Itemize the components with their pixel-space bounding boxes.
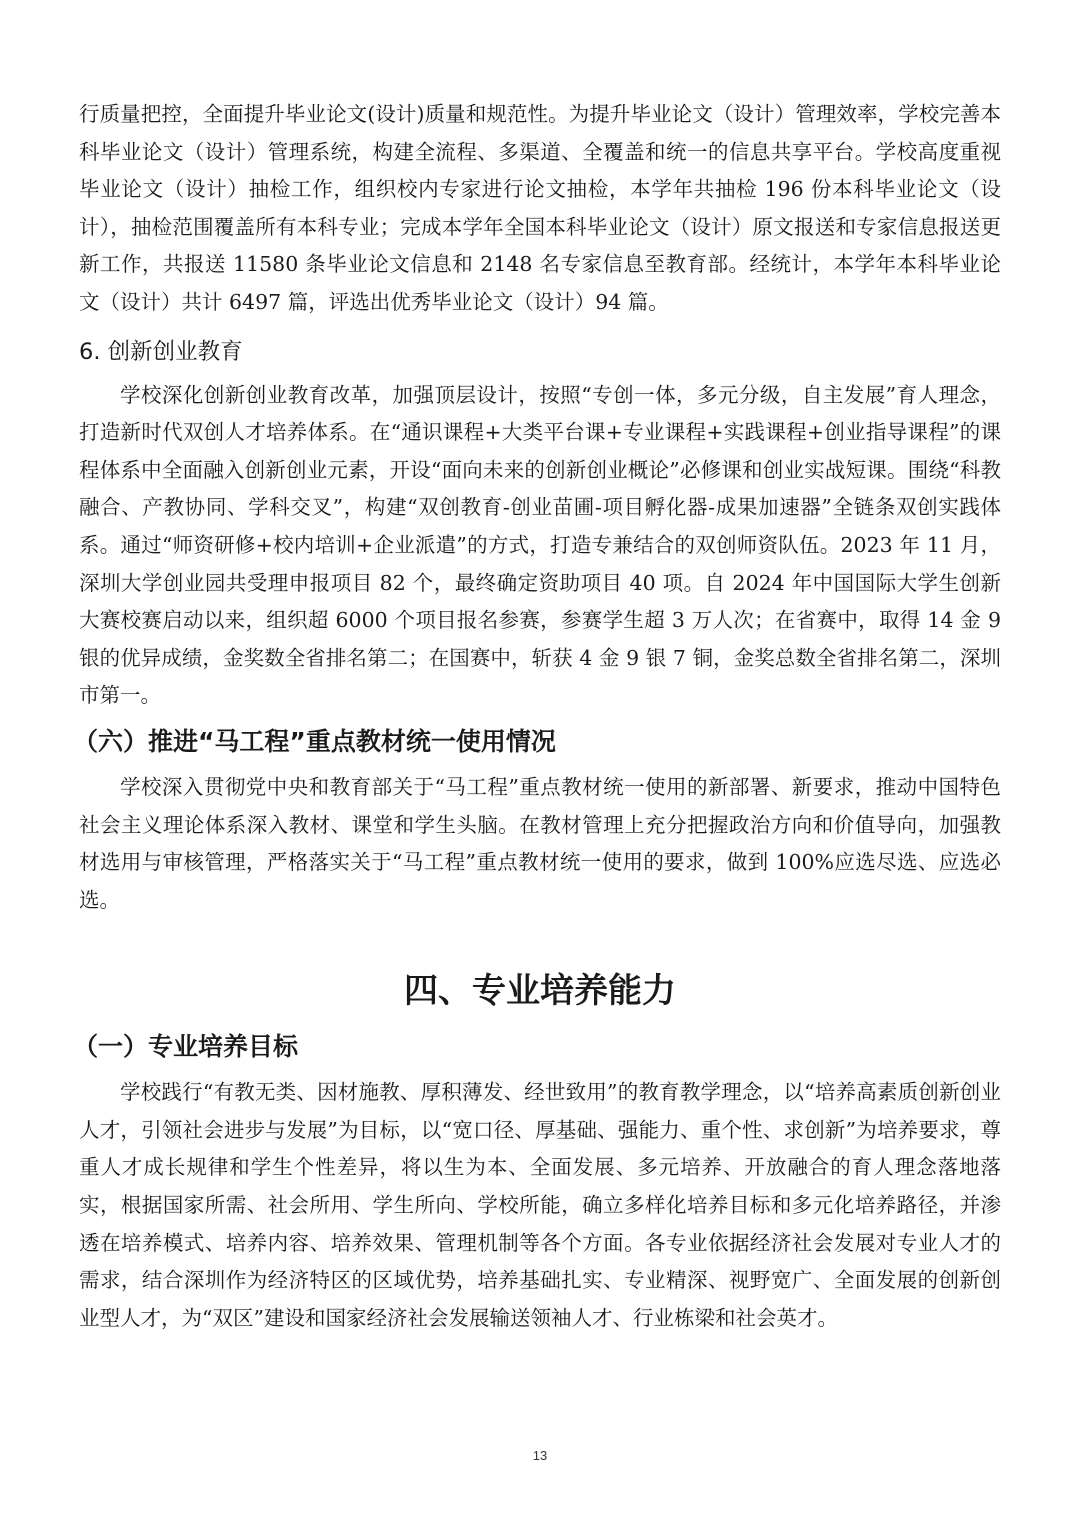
heading-training-goals: （一）专业培养目标 [73, 1032, 299, 1062]
page-content [73, 96, 1001, 1337]
heading-textbooks: （六）推进“马工程”重点教材统一使用情况 [73, 726, 556, 756]
page-number: 13 [532, 1448, 548, 1463]
paragraph-thesis-quality: 行质量把控，全面提升毕业论文(设计)质量和规范性。为提升毕业论文（设计）管理效率，学校完善本科毕业论文（设计）管理系统，构建全流程、多渠道、全覆盖和统一的信息共享平台。学校高度重视毕业论文（设计）抽检工作，组织校内专家进行论文抽检，本学年共抽检 196 份本科毕业论文（设计），抽检范围覆盖所有本科专业；完成本学年全国本科毕业论文（设计）原文报送和专家信息报送更新工作，共报送 11580 条毕业论文信息和 2148 名专家信息至教育部。经统计，本学年本科毕业论文（设计）共计 6497 篇，评选出优秀毕业论文（设计）94 篇。 [79, 102, 1001, 314]
paragraph-textbooks: 学校深入贯彻党中央和教育部关于“马工程”重点教材统一使用的新部署、新要求，推动中国特色社会主义理论体系深入教材、课堂和学生头脑。在教材管理上充分把握政治方向和价值导向，加强教材选用与审核管理，严格落实关于“马工程”重点教材统一使用的要求，做到 100%应选尽选、应选必选。 [79, 774, 1001, 912]
heading-innovation-education: 6. 创新创业教育 [79, 338, 243, 365]
paragraph-training-goals: 学校践行“有教无类、因材施教、厚积薄发、经世致用”的教育教学理念，以“培养高素质创新创业人才，引领社会进步与发展”为目标，以“宽口径、厚基础、强能力、重个性、求创新”为培养要求，尊重人才成长规律和学生个性差异，将以生为本、全面发展、多元培养、开放融合的育人理念落地落实，根据国家所需、社会所用、学生所向、学校所能，确立多样化培养目标和多元化培养路径，并渗透在培养模式、培养内容、培养效果、管理机制等各个方面。各专业依据经济社会发展对专业人才的需求，结合深圳作为经济特区的区域优势，培养基础扎实、专业精深、视野宽广、全面发展的创新创业型人才，为“双区”建设和国家经济社会发展输送领袖人才、行业栋梁和社会英才。 [79, 1080, 1001, 1330]
paragraph-innovation-education: 学校深化创新创业教育改革，加强顶层设计，按照“专创一体，多元分级，自主发展”育人理念，打造新时代双创人才培养体系。在“通识课程+大类平台课+专业课程+实践课程+创业指导课程”的课程体系中全面融入创新创业元素，开设“面向未来的创新创业概论”必修课和创业实战短课。围绕“科教融合、产教协同、学科交叉”，构建“双创教育-创业苗圃-项目孵化器-成果加速器”全链条双创实践体系。通过“师资研修+校内培训+企业派遣”的方式，打造专兼结合的双创师资队伍。2023 年 11 月，深圳大学创业园共受理申报项目 82 个，最终确定资助项目 40 项。自 2024 年中国国际大学生创新大赛校赛启动以来，组织超 6000 个项目报名参赛，参赛学生超 3 万人次；在省赛中，取得 14 金 9 银的优异成绩，金奖数全省排名第二；在国赛中，斩获 4 金 9 银 7 铜，金奖总数全省排名第二，深圳市第一。 [79, 382, 1001, 708]
chapter-title: 四、专业培养能力 [404, 971, 676, 1012]
